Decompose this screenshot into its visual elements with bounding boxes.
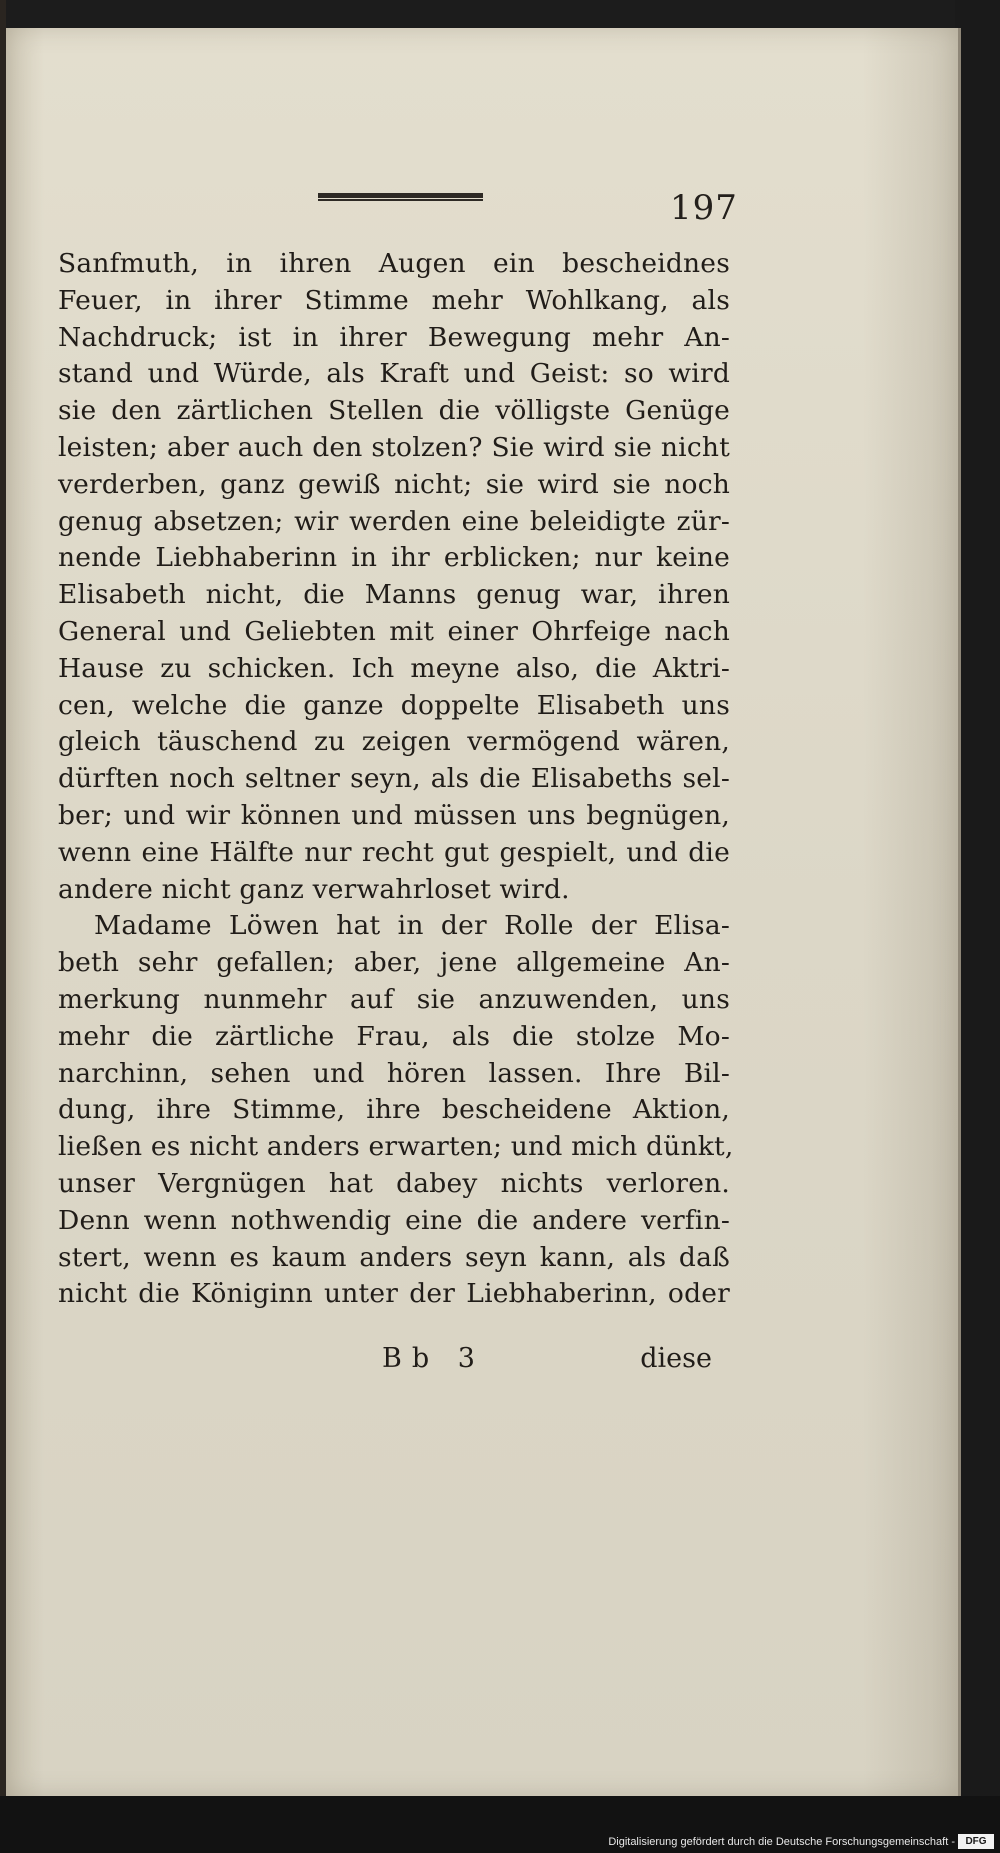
text-line: General und Geliebten mit einer Ohrfeige nach <box>58 615 730 647</box>
text-line: nende Liebhaberinn in ihr erblicken; nur keine <box>58 542 730 574</box>
text-line: Nachdruck; ist in ihrer Bewegung mehr An- <box>58 321 730 353</box>
text-line: verderben, ganz gewiß nicht; sie wird sie noch <box>58 468 730 500</box>
text-line: nicht die Königinn unter der Liebhaberinn, oder <box>58 1278 730 1310</box>
text-line: Madame Löwen hat in der Rolle der Elisa- <box>94 910 730 942</box>
dfg-logo: DFG <box>958 1834 994 1849</box>
header-rule <box>318 193 483 201</box>
text-line: beth sehr gefallen; aber, jene allgemeine An- <box>58 947 730 979</box>
text-line: stert, wenn es kaum anders seyn kann, als daß <box>58 1241 730 1273</box>
text-line: genug absetzen; wir werden eine beleidigte zür- <box>58 505 730 537</box>
page-text <box>58 246 734 1313</box>
text-line: narchinn, sehen und hören lassen. Ihre Bil- <box>58 1057 730 1089</box>
text-line: Sanfmuth, in ihren Augen ein bescheidnes <box>58 248 730 279</box>
signature-mark: Bb 3 <box>382 1343 485 1374</box>
text-line: andere nicht ganz verwahrloset wird. <box>58 873 570 905</box>
scanner-top-border <box>0 0 1000 30</box>
digitization-credit: Digitalisierung gefördert durch die Deutsche Forschungsgemeinschaft - <box>608 1836 955 1848</box>
scanner-right-border <box>955 0 1000 1853</box>
paragraph-2 <box>58 908 734 1313</box>
text-line: mehr die zärtliche Frau, als die stolze Mo- <box>58 1020 730 1052</box>
text-line: Denn wenn nothwendig eine die andere verfin- <box>58 1204 730 1236</box>
text-line: Elisabeth nicht, die Manns genug war, ihren <box>58 579 730 611</box>
text-line: stand und Würde, als Kraft und Geist: so wird <box>58 358 730 390</box>
text-line: dung, ihre Stimme, ihre bescheidene Aktion, <box>58 1094 730 1126</box>
text-line: dürften noch seltner seyn, als die Elisabeths sel- <box>58 763 730 795</box>
text-line: sie den zärtlichen Stellen die völligste Genüge <box>58 395 730 427</box>
text-line: Hause zu schicken. Ich meyne also, die Aktri- <box>58 652 730 684</box>
text-line: unser Vergnügen hat dabey nichts verloren. <box>58 1167 730 1199</box>
text-line: merkung nunmehr auf sie anzuwenden, uns <box>58 983 730 1015</box>
text-line: leisten; aber auch den stolzen? Sie wird sie nicht <box>58 431 730 463</box>
text-line: gleich täuschend zu zeigen vermögend wären, <box>58 726 730 758</box>
text-line: ließen es nicht anders erwarten; und mich dünkt, <box>58 1131 734 1163</box>
text-line: ber; und wir können und müssen uns begnügen, <box>58 799 730 831</box>
text-line: Feuer, in ihrer Stimme mehr Wohlkang, als <box>58 284 730 316</box>
page-number: 197 <box>670 188 738 228</box>
text-line: wenn eine Hälfte nur recht gut gespielt, und die <box>58 836 730 868</box>
page-footer <box>382 1343 712 1383</box>
paragraph-1 <box>58 246 730 908</box>
text-line: cen, welche die ganze doppelte Elisabeth uns <box>58 689 730 721</box>
catchword: diese <box>640 1343 712 1374</box>
